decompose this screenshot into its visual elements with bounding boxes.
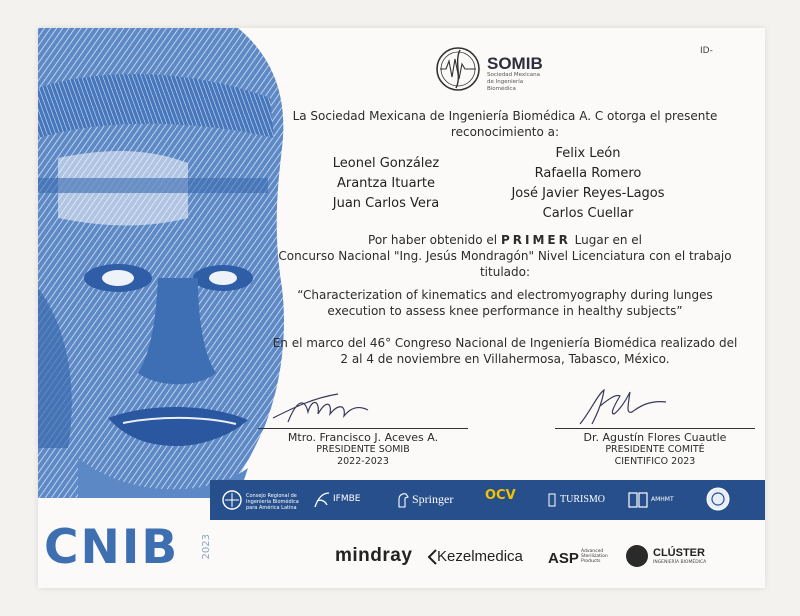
signatory-role: PRESIDENTE COMITÉ bbox=[605, 444, 705, 455]
consejo-logo-text: Consejo Regional de Ingeniería Biomédica para América Latina bbox=[246, 493, 299, 511]
cluster-logo-subtitle: INGENIERÍA BIOMÉDICA bbox=[653, 560, 707, 565]
signatory-name: Dr. Agustín Flores Cuautle bbox=[583, 431, 727, 444]
signature-block-1 bbox=[258, 428, 468, 468]
recipient-name: Juan Carlos Vera bbox=[332, 196, 440, 211]
event-text: En el marco del 46° Congreso Nacional de Ingeniería Biomédica realizado del 2 al 4 de noviembre en Villahermosa, Tabasco, México. bbox=[272, 336, 738, 366]
recipient-name: Felix León bbox=[555, 146, 621, 161]
recipient-name: Rafaella Romero bbox=[534, 166, 642, 181]
signatory-name: Mtro. Francisco J. Aceves A. bbox=[287, 431, 439, 444]
work-title: “Characterization of kinematics and electromyography during lunges execution to assess knee performance in healthy subjects” bbox=[297, 288, 713, 318]
id-label: ID- bbox=[700, 46, 713, 56]
cnib-logo-text: CNIB bbox=[44, 520, 180, 575]
turismo-logo-icon bbox=[548, 493, 556, 507]
somib-logo-name: SOMIB bbox=[487, 54, 543, 73]
signatory-period: 2022-2023 bbox=[337, 456, 389, 467]
signature-line bbox=[258, 428, 468, 429]
signature-block-2 bbox=[555, 428, 755, 468]
intro-text: La Sociedad Mexicana de Ingeniería Biomédica A. C otorga el presente reconocimiento a: bbox=[292, 109, 718, 139]
cnib-year: 2023 bbox=[201, 534, 212, 560]
cluster-logo: CLÚSTER bbox=[653, 547, 705, 559]
sponsor-band-logos bbox=[210, 480, 765, 520]
signature-line bbox=[555, 428, 755, 429]
recipient-name: Leonel González bbox=[332, 156, 440, 171]
award-line2: Concurso Nacional "Ing. Jesús Mondragón" Nivel Licenciatura con el trabajo titulado: bbox=[278, 249, 732, 279]
recipient-name: Carlos Cuellar bbox=[542, 206, 634, 221]
ocv-logo-text: OCV bbox=[485, 488, 516, 503]
signature-1-icon bbox=[268, 388, 378, 430]
amhmt-logo-icon bbox=[628, 492, 648, 508]
ifmbe-logo-text: IFMBE bbox=[333, 494, 361, 504]
kezelmedica-logo: Kezelmedica bbox=[437, 548, 523, 565]
asp-logo-subtitle: Advanced Sterilization Products bbox=[581, 549, 608, 564]
award-prefix: Por haber obtenido el bbox=[368, 233, 498, 247]
signatory-role: PRESIDENTE SOMIB bbox=[316, 444, 410, 455]
springer-horse-icon bbox=[396, 491, 410, 509]
kezelmedica-chevron-icon bbox=[427, 549, 437, 565]
somib-logo-text bbox=[487, 56, 547, 93]
university-seal-icon bbox=[706, 487, 730, 511]
asp-logo: ASP bbox=[548, 550, 579, 567]
springer-logo-text: Springer bbox=[412, 492, 454, 506]
turismo-logo-text: TURISMO bbox=[560, 494, 606, 505]
recipient-name: Arantza Ituarte bbox=[336, 176, 436, 191]
recipients-left bbox=[320, 154, 452, 214]
somib-logo-subtitle: Sociedad Mexicana de Ingeniería Biomédica bbox=[487, 72, 540, 92]
signatory-period: CIENTIFICO 2023 bbox=[614, 456, 696, 467]
cluster-logo-icon bbox=[626, 545, 648, 567]
award-suffix: Lugar en el bbox=[574, 233, 642, 247]
consejo-logo-icon bbox=[222, 490, 242, 510]
signature-2-icon bbox=[570, 384, 680, 428]
award-place: PRIMER bbox=[500, 233, 571, 247]
mindray-logo: mindray bbox=[335, 545, 413, 566]
recipient-name: José Javier Reyes-Lagos bbox=[511, 186, 665, 201]
ifmbe-logo-icon bbox=[313, 491, 331, 509]
amhmt-logo-text: AMHMT bbox=[651, 496, 674, 503]
award-text bbox=[270, 232, 740, 280]
recipients-right bbox=[493, 144, 683, 224]
